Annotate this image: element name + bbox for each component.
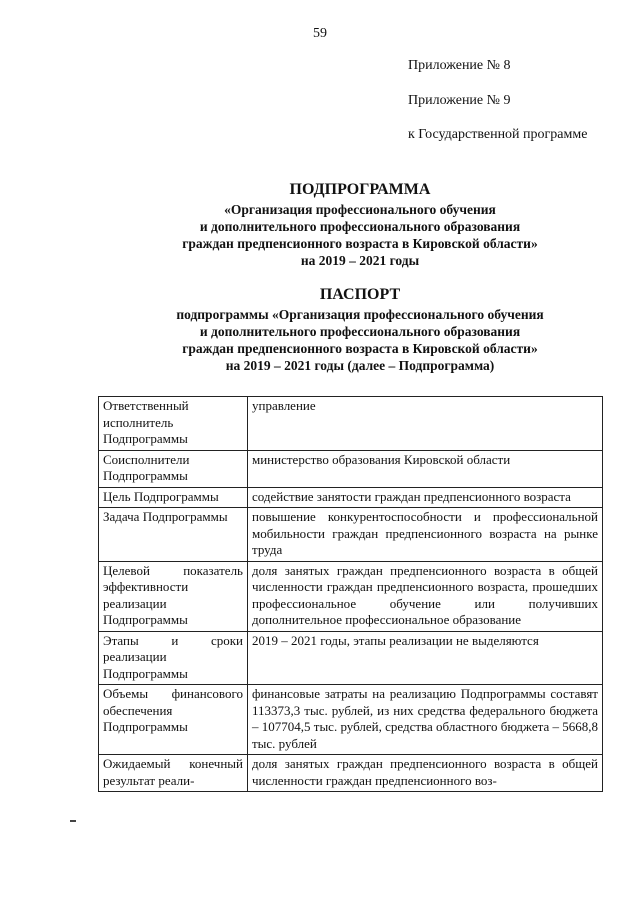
subprogram-title-line: и дополнительного профессионального образования: [199, 219, 521, 234]
passport-title-line: на 2019 – 2021 годы (далее – Подпрограмма): [225, 358, 495, 373]
scan-mark: [70, 820, 76, 822]
passport-title-line: подпрограммы «Организация профессионального обучения: [176, 307, 544, 322]
passport-table: [98, 396, 603, 792]
table-row: [99, 561, 603, 631]
passport-heading: ПАСПОРТ: [319, 286, 401, 303]
row-value: повышение конкурентоспособности и профессиональной мобильности граждан предпенсионного возраста на рынке труда: [248, 508, 603, 562]
table-row: [99, 487, 603, 508]
row-label: Целевой показатель эффективности реализации Подпрограммы: [99, 561, 248, 631]
row-value: содействие занятости граждан предпенсионного возраста: [248, 487, 603, 508]
passport-title-line: и дополнительного профессионального образования: [199, 324, 521, 339]
subprogram-title-block: [100, 181, 620, 269]
table-row: [99, 755, 603, 792]
row-value: управление: [248, 397, 603, 451]
row-label: Цель Подпрограммы: [99, 487, 248, 508]
table-row: [99, 508, 603, 562]
subprogram-heading: ПОДПРОГРАММА: [289, 181, 431, 198]
row-value: финансовые затраты на реализацию Подпрограммы составят 113373,3 тыс. рублей, из них средства федерального бюджета – 107704,5 тыс. рублей, средства областного бюджета – 5668,8 тыс. рублей: [248, 685, 603, 755]
row-label: Объемы финансового обеспечения Подпрограммы: [99, 685, 248, 755]
row-label: Ответственный исполнитель Подпрограммы: [99, 397, 248, 451]
row-label: Этапы и сроки реализации Подпрограммы: [99, 631, 248, 685]
row-value: доля занятых граждан предпенсионного возраста в общей численности граждан предпенсионного возраста, прошедших профессиональное обучение или получивших дополнительное профессиональное образование: [248, 561, 603, 631]
passport-title-block: [100, 286, 620, 374]
page-number: 59: [313, 26, 327, 41]
passport-title-line: граждан предпенсионного возраста в Кировской области»: [182, 341, 538, 356]
annex-line-1: Приложение № 8: [408, 58, 511, 73]
row-value: министерство образования Кировской области: [248, 450, 603, 487]
row-label: Соисполнители Подпрограммы: [99, 450, 248, 487]
table-row: [99, 685, 603, 755]
table-row: [99, 397, 603, 451]
annex-line-3: к Государственной программе: [408, 127, 588, 142]
row-label: Задача Подпрограммы: [99, 508, 248, 562]
subprogram-title-line: на 2019 – 2021 годы: [300, 253, 420, 268]
table-row: [99, 631, 603, 685]
annex-line-2: Приложение № 9: [408, 93, 511, 108]
row-value: доля занятых граждан предпенсионного возраста в общей численности граждан предпенсионного воз-: [248, 755, 603, 792]
subprogram-title-line: «Организация профессионального обучения: [224, 202, 496, 217]
row-label: Ожидаемый конечный результат реали-: [99, 755, 248, 792]
row-value: 2019 – 2021 годы, этапы реализации не выделяются: [248, 631, 603, 685]
table-row: [99, 450, 603, 487]
subprogram-title-line: граждан предпенсионного возраста в Кировской области»: [182, 236, 538, 251]
